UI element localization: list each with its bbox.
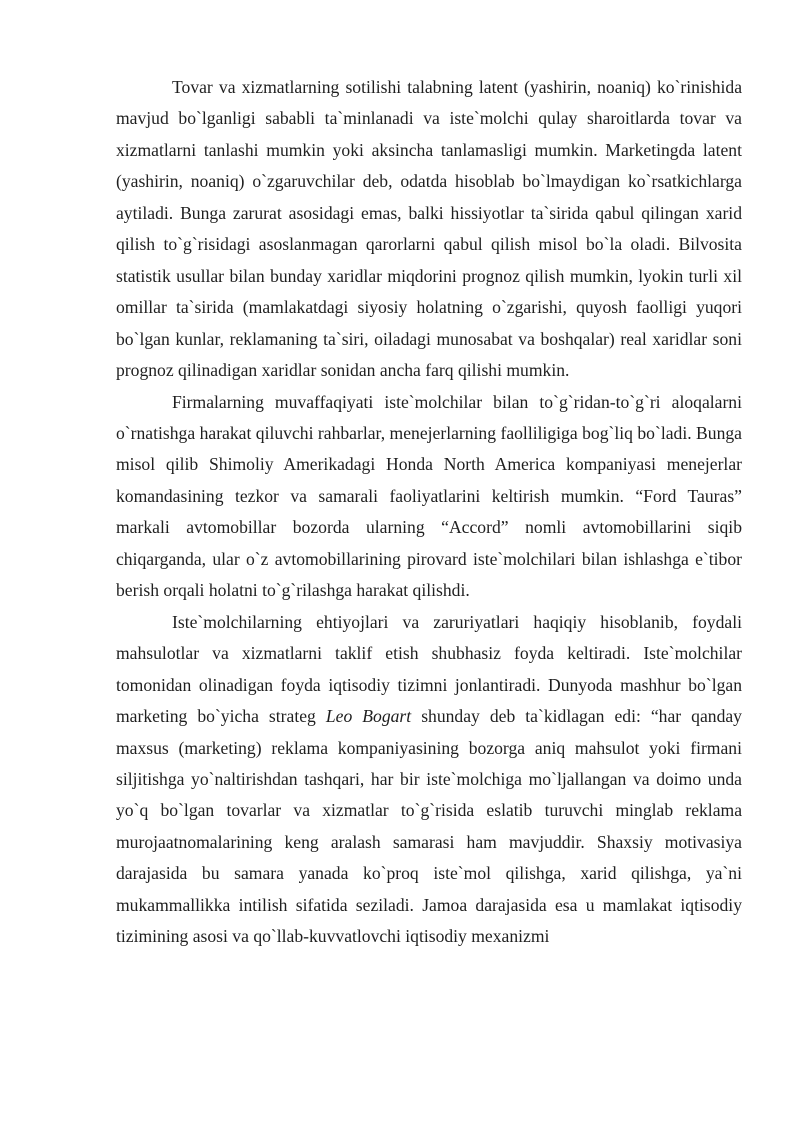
- document-body: [116, 72, 742, 953]
- paragraph-3-text-before: Iste`molchilarning ehtiyojlari va zaruriyatlari haqiqiy hisoblanib, foydali mahsulotlar va xizmatlarni taklif etish shubhasiz foyda keltiradi. Iste`molchilar tomonidan olinadigan foyda iqtisodiy tizimni jonlantiradi. Dunyoda mashhur bo`lgan marketing bo`yicha strateg: [116, 611, 742, 727]
- paragraph-3-text-after: shunday deb ta`kidlagan edi: “har qanday maxsus (marketing) reklama kompaniyasining bozorga aniq mahsulot yoki firmani siljitishga yo`naltirishdan tashqari, har bir iste`molchiga mo`ljallangan va doimo unda yo`q bo`lgan tovarlar va xizmatlar to`g`risida eslatib turuvchi minglab reklama murojaatnomalarining keng aralash samarasi ham mavjuddir. Shaxsiy motivasiya darajasida bu samara yanada ko`proq iste`mol qilishga, xarid qilishga, ya`ni mukammallikka intilish sifatida seziladi. Jamoa darajasida esa u mamlakat iqtisodiy tizimining asosi va qo`llab-kuvvatlovchi iqtisodiy mexanizmi: [116, 706, 742, 947]
- paragraph-1: Tovar va xizmatlarning sotilishi talabning latent (yashirin, noaniq) ko`rinishida mavjud bo`lganligi sababli ta`minlanadi va iste`molchi qulay sharoitlarda tovar va xizmatlarni tanlashi mumkin yoki aksincha tanlamasligi mumkin. Marketingda latent (yashirin, noaniq) o`zgaruvchilar deb, odatda hisoblab bo`lmaydigan ko`rsatkichlarga aytiladi. Bunga zarurat asosidagi emas, balki hissiyotlar ta`sirida qabul qilingan xarid qilish to`g`risidagi asoslanmagan qarorlarni qabul qilish misol bo`la oladi. Bilvosita statistik usullar bilan bunday xaridlar miqdorini prognoz qilish mumkin, lyokin turli xil omillar ta`sirida (mamlakatdagi siyosiy holatning o`zgarishi, quyosh faolligi yuqori bo`lgan kunlar, reklamaning ta`siri, oiladagi munosabat va boshqalar) real xaridlar soni prognoz qilinadigan xaridlar sonidan ancha farq qilishi mumkin.: [116, 77, 742, 381]
- paragraph-3: [116, 607, 742, 953]
- author-name-emphasis: Leo Bogart: [325, 706, 412, 727]
- paragraph-2: Firmalarning muvaffaqiyati iste`molchilar bilan to`g`ridan-to`g`ri aloqalarni o`rnatishga harakat qiluvchi rahbarlar, menejerlarning faolliligiga bog`liq bo`ladi. Bunga misol qilib Shimoliy Amerikadagi Honda North America kompaniyasi menejerlar komandasining tezkor va samarali faoliyatlarini keltirish mumkin. “Ford Tauras” markali avtomobillar bozorda ularning “Accord” nomli avtomobillarini siqib chiqarganda, ular o`z avtomobillarining pirovard iste`molchilari bilan ishlashga e`tibor berish orqali holatni to`g`rilashga harakat qilishdi.: [116, 391, 742, 601]
